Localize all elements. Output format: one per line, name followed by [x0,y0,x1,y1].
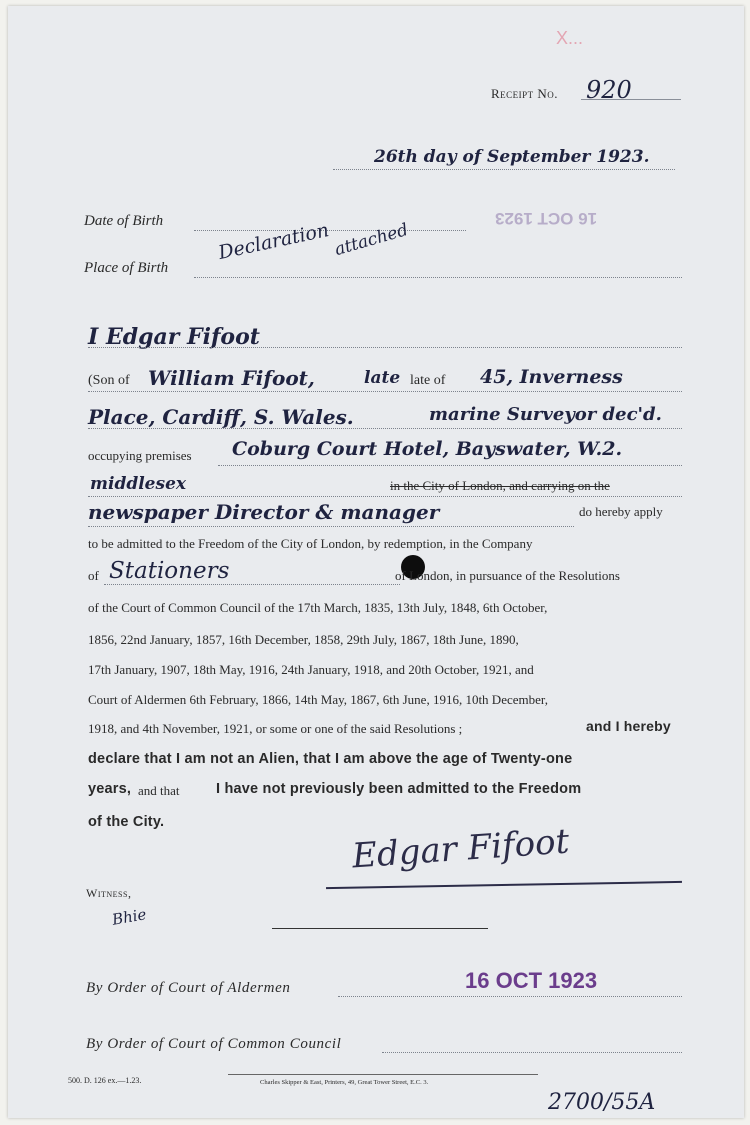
father-name: William Fifoot, [148,366,315,390]
late-handwritten: late [364,368,401,388]
trade-line [88,526,574,527]
council-line [382,1052,682,1053]
handwritten-declaration: Declaration [216,219,331,264]
company-suffix: of London, in pursuance of the Resolutions [395,568,620,583]
address-line [88,428,682,429]
company-prefix: of [88,568,99,583]
printer-rule [228,1074,538,1075]
receipt-line [581,99,681,100]
body-line-9a: years, [88,781,132,797]
county: middlesex [90,474,187,494]
body-line-5: 17th January, 1907, 18th May, 1916, 24th January, 1918, and 20th October, 1921, and [88,662,534,677]
witness-initials: Bhie [110,905,148,929]
name-line [88,347,682,348]
aldermen-line [338,996,682,997]
company-name: Stationers [109,558,230,584]
file-reference: 2700/55A [548,1090,656,1115]
receipt-label: Receipt No. [491,86,559,101]
pob-label: Place of Birth [84,260,169,276]
applicant-signature: Edgar Fifoot [350,821,571,877]
son-of-label: (Son of [88,373,130,388]
company-line [104,584,400,585]
applicant-name: I Edgar Fifoot [88,324,260,350]
struck-city-text: in the City of London, and carrying on the [390,478,610,493]
dob-line [194,230,466,231]
body-line-8: declare that I am not an Alien, that I am above the age of Twenty-one [88,751,573,767]
date-stamp: 16 OCT 1923 [465,968,598,993]
body-line-10: of the City. [88,814,165,830]
corner-mark: X... [556,28,584,48]
premises-line [218,465,682,466]
body-line-6: Court of Aldermen 6th February, 1866, 14th May, 1867, 6th June, 1916, 10th December, [88,692,548,707]
occupying-label: occupying premises [88,448,192,463]
witness-label: Witness, [86,886,132,900]
body-line-3: of the Court of Common Council of the 17th March, 1835, 13th July, 1848, 6th October, [88,600,548,615]
address-line-2: Place, Cardiff, S. Wales. [88,405,354,429]
witness-line [272,928,488,929]
faint-received-stamp: 16 OCT 1923 [495,209,598,228]
handwritten-attached: attached [332,220,411,260]
father-occupation: marine Surveyor dec'd. [429,404,662,425]
body-line-9c: I have not previously been admitted to the Freedom [216,781,582,797]
trade: newspaper Director & manager [88,500,440,524]
apply-text: do hereby apply [579,504,663,519]
aldermen-order-label: By Order of Court of Aldermen [86,980,291,996]
late-of-label: late of [410,373,446,388]
receipt-number: 920 [586,76,632,104]
document-page [8,6,744,1118]
body-line-9b: and that [138,783,180,798]
date-line [333,169,675,170]
county-line [88,496,682,497]
signature-line [326,881,682,889]
dob-label: Date of Birth [84,213,164,229]
address-line-1: 45, Inverness [480,366,623,388]
premises: Coburg Court Hotel, Bayswater, W.2. [232,438,623,460]
date-handwritten: 26th day of September 1923. [374,147,650,167]
body-line-1: to be admitted to the Freedom of the City of London, by redemption, in the Company [88,536,533,551]
council-order-label: By Order of Court of Common Council [86,1036,342,1052]
pob-line [194,277,682,278]
body-line-7: 1918, and 4th November, 1921, or some or one of the said Resolutions ; [88,721,463,736]
son-line [88,391,682,392]
body-line-7-bold: and I hereby [586,718,671,734]
printer-credit: Charles Skipper & East, Printers, 49, Great Tower Street, E.C. 3. [260,1079,429,1086]
body-line-4: 1856, 22nd January, 1857, 16th December, 1858, 29th July, 1867, 18th June, 1890, [88,632,519,647]
print-code: 500. D. 126 ex.—1.23. [68,1076,142,1085]
